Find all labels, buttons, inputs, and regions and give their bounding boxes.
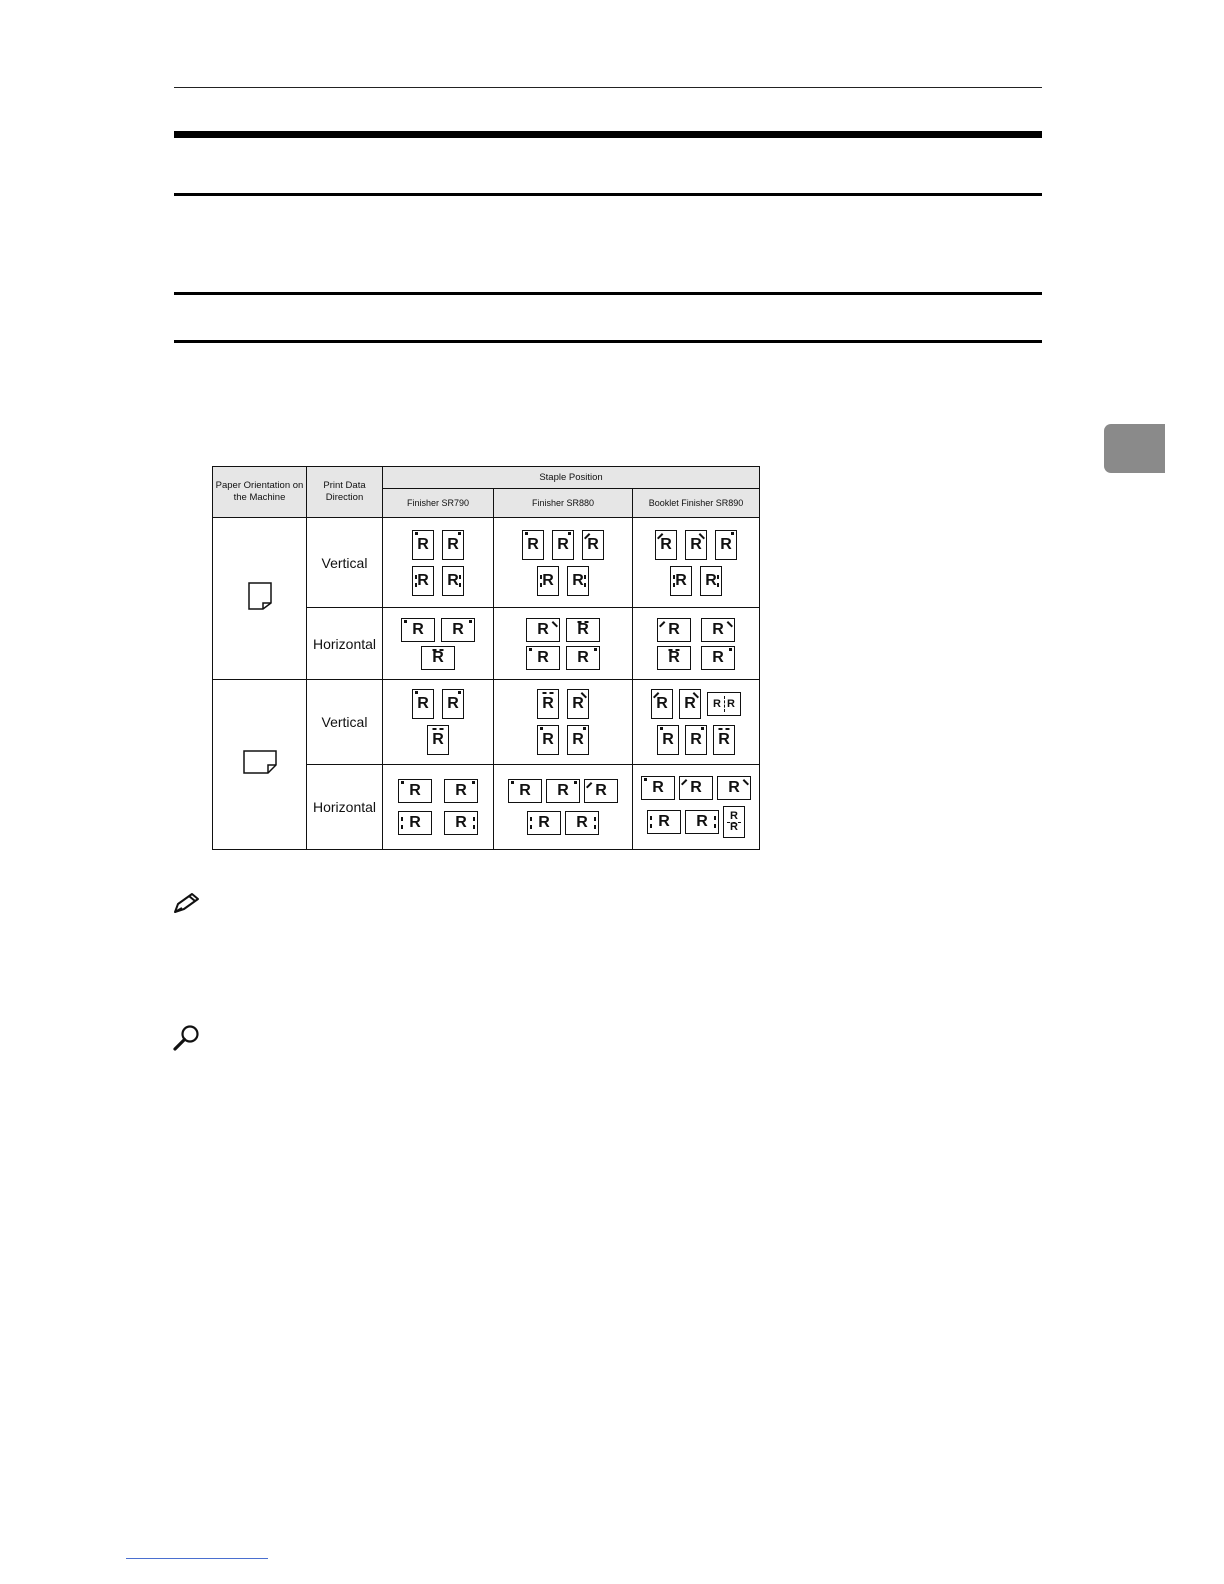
row-label-vertical: Vertical — [307, 518, 383, 608]
staple-card: R — [442, 689, 464, 719]
cell-sr890 — [633, 680, 760, 765]
subsection-rule-bottom — [174, 340, 1042, 343]
staple-card: R — [412, 530, 434, 560]
staple-card: R — [522, 530, 544, 560]
staple-card: R — [701, 646, 735, 670]
staple-card: R — [715, 530, 737, 560]
portrait-orientation-cell — [213, 518, 307, 680]
cell-sr790 — [383, 518, 494, 608]
header-booklet-finisher-sr890: Booklet Finisher SR890 — [633, 489, 760, 518]
subsection-rule-top — [174, 292, 1042, 295]
table-row — [213, 518, 760, 608]
header-finisher-sr880: Finisher SR880 — [494, 489, 633, 518]
staple-card: R — [685, 725, 707, 755]
row-label-vertical: Vertical — [307, 680, 383, 765]
staple-card: R — [566, 618, 600, 642]
cell-sr890 — [633, 608, 760, 680]
staple-card-booklet: R R — [723, 806, 745, 838]
staple-card: R — [679, 689, 701, 719]
header-finisher-sr790: Finisher SR790 — [383, 489, 494, 518]
landscape-paper-icon — [242, 749, 278, 775]
row-label-horizontal: Horizontal — [307, 608, 383, 680]
cell-sr790 — [383, 608, 494, 680]
staple-card: R — [647, 810, 681, 834]
section-title-rule-bottom — [174, 193, 1042, 196]
staple-card: R — [565, 811, 599, 835]
staple-card: R — [398, 779, 432, 803]
portrait-paper-icon — [247, 581, 273, 611]
landscape-orientation-cell — [213, 680, 307, 850]
staple-card: R — [567, 566, 589, 596]
staple-card: R — [412, 689, 434, 719]
staple-card: R — [401, 618, 435, 642]
staple-card: R — [713, 725, 735, 755]
staple-card: R — [442, 566, 464, 596]
staple-card: R — [657, 646, 691, 670]
staple-card: R — [584, 779, 618, 803]
staple-card: R — [442, 530, 464, 560]
staple-card: R — [651, 689, 673, 719]
cell-sr890 — [633, 765, 760, 850]
staple-card: R — [566, 646, 600, 670]
cell-sr890 — [633, 518, 760, 608]
cell-sr790 — [383, 765, 494, 850]
header-staple-position: Staple Position — [383, 467, 760, 489]
staple-card: R — [679, 776, 713, 800]
cell-sr880 — [494, 765, 633, 850]
staple-card: R — [685, 810, 719, 834]
cell-sr880 — [494, 608, 633, 680]
staple-card: R — [685, 530, 707, 560]
staple-card: R — [552, 530, 574, 560]
header-print-data-direction: Print Data Direction — [307, 467, 383, 518]
staple-card: R — [537, 689, 559, 719]
staple-card: R — [657, 618, 691, 642]
footer-link-underline[interactable] — [126, 1558, 268, 1559]
staple-card: R — [546, 779, 580, 803]
staple-card: R — [700, 566, 722, 596]
staple-card: R — [641, 776, 675, 800]
cell-sr790 — [383, 680, 494, 765]
staple-card: R — [567, 689, 589, 719]
staple-card: R — [398, 811, 432, 835]
staple-card: R — [717, 776, 751, 800]
staple-card: R — [582, 530, 604, 560]
staple-card: R — [701, 618, 735, 642]
header-paper-orientation: Paper Orientation on the Machine — [213, 467, 307, 518]
staple-card: R — [670, 566, 692, 596]
header-rule — [174, 87, 1042, 88]
staple-card: R — [444, 779, 478, 803]
staple-card: R — [508, 779, 542, 803]
staple-card-booklet: R R — [707, 692, 741, 716]
staple-card: R — [657, 725, 679, 755]
staple-card: R — [537, 566, 559, 596]
staple-card: R — [537, 725, 559, 755]
cell-sr880 — [494, 518, 633, 608]
staple-card: R — [412, 566, 434, 596]
row-label-horizontal: Horizontal — [307, 765, 383, 850]
pencil-icon — [172, 892, 200, 916]
magnifier-icon — [172, 1024, 202, 1052]
staple-card: R — [427, 725, 449, 755]
cell-sr880 — [494, 680, 633, 765]
section-title-rule-top — [174, 131, 1042, 138]
staple-card: R — [441, 618, 475, 642]
staple-card: R — [655, 530, 677, 560]
staple-card: R — [421, 646, 455, 670]
staple-card: R — [444, 811, 478, 835]
chapter-tab — [1104, 424, 1165, 473]
table-row — [213, 680, 760, 765]
staple-card: R — [567, 725, 589, 755]
staple-card: R — [526, 618, 560, 642]
staple-card: R — [526, 646, 560, 670]
staple-position-table — [212, 466, 760, 850]
staple-card: R — [527, 811, 561, 835]
